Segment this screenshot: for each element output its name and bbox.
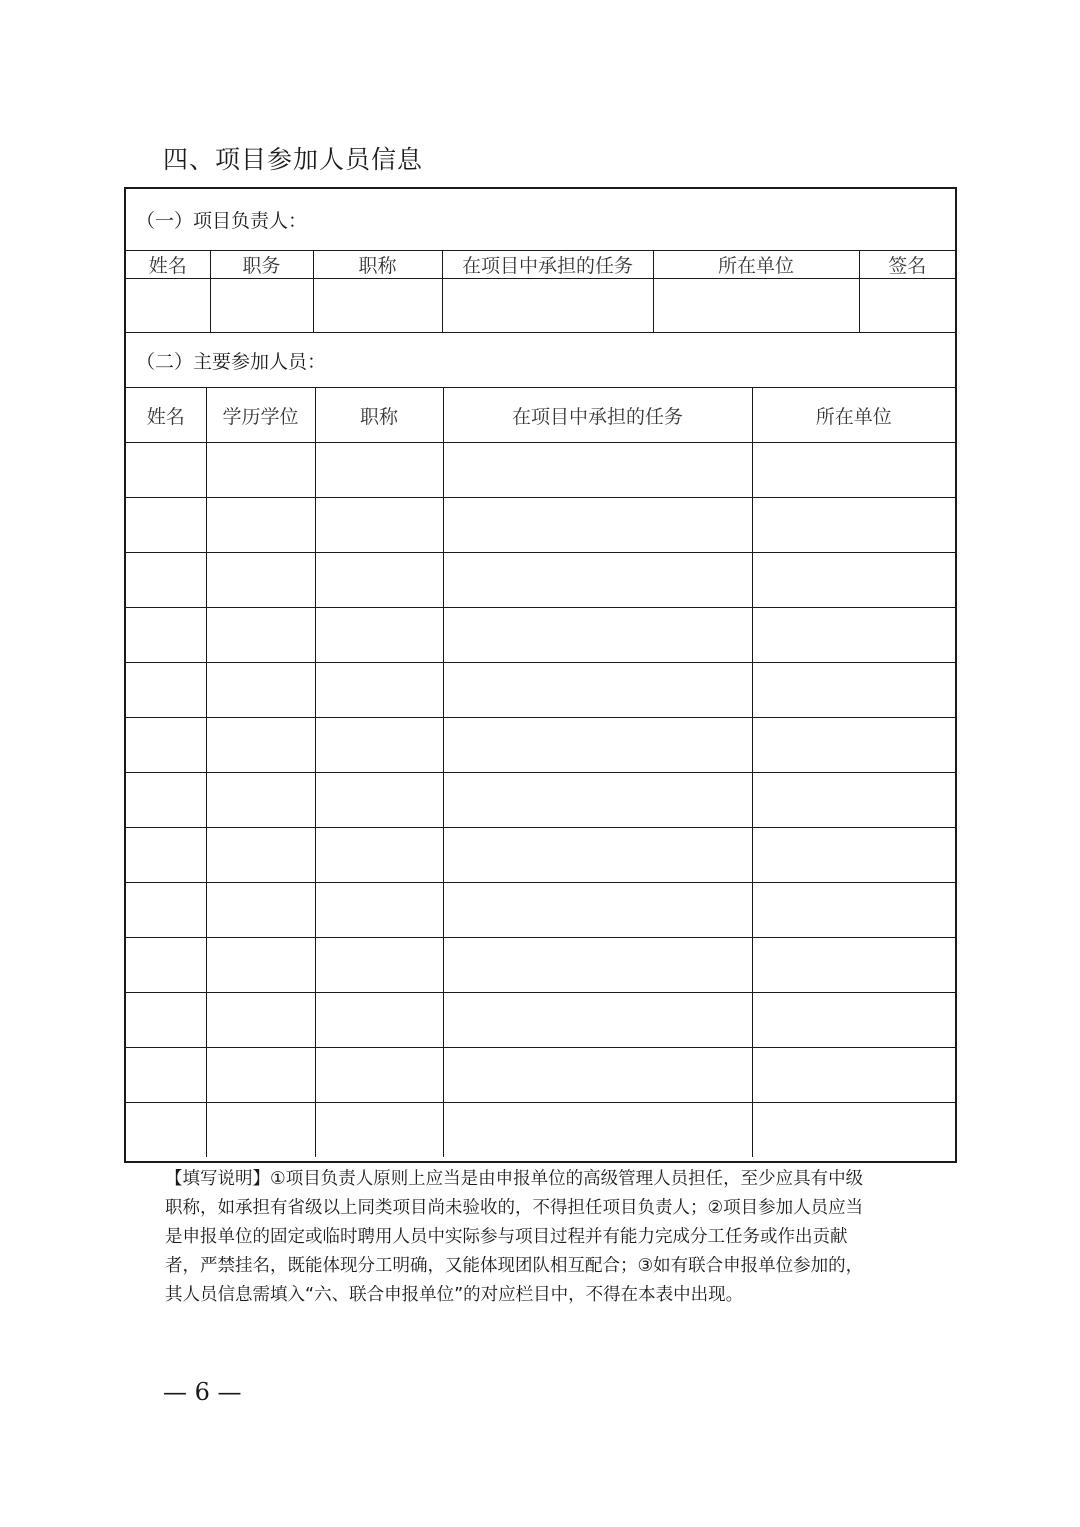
- member-name-cell[interactable]: [126, 498, 206, 553]
- member-name-cell[interactable]: [126, 608, 206, 663]
- member-unit-cell[interactable]: [752, 828, 955, 883]
- member-row: [126, 553, 955, 608]
- instruction-line: 者，严禁挂名，既能体现分工明确，又能体现团队相互配合；③如有联合申报单位参加的，: [165, 1256, 864, 1276]
- member-row: [126, 1103, 955, 1158]
- member-unit-cell[interactable]: [752, 498, 955, 553]
- member-row: [126, 443, 955, 498]
- leader-task-cell[interactable]: [442, 279, 653, 333]
- members-table: [126, 387, 955, 1157]
- members-col-name: 姓名: [126, 388, 206, 443]
- leader-col-signature: 签名: [859, 251, 955, 279]
- member-title-cell[interactable]: [315, 938, 443, 993]
- member-unit-cell[interactable]: [752, 1048, 955, 1103]
- members-col-task: 在项目中承担的任务: [443, 388, 752, 443]
- member-name-cell[interactable]: [126, 718, 206, 773]
- leader-col-task: 在项目中承担的任务: [442, 251, 653, 279]
- member-task-cell[interactable]: [443, 883, 752, 938]
- member-name-cell[interactable]: [126, 993, 206, 1048]
- member-row: [126, 498, 955, 553]
- leader-signature-cell[interactable]: [859, 279, 955, 333]
- member-unit-cell[interactable]: [752, 718, 955, 773]
- member-unit-cell[interactable]: [752, 1103, 955, 1158]
- member-task-cell[interactable]: [443, 1103, 752, 1158]
- member-title-cell[interactable]: [315, 718, 443, 773]
- leader-col-position: 职务: [210, 251, 313, 279]
- page-number: — 6 —: [163, 1378, 242, 1406]
- member-unit-cell[interactable]: [752, 608, 955, 663]
- member-task-cell[interactable]: [443, 663, 752, 718]
- member-degree-cell[interactable]: [206, 1048, 315, 1103]
- leader-col-unit: 所在单位: [653, 251, 859, 279]
- member-degree-cell[interactable]: [206, 993, 315, 1048]
- member-task-cell[interactable]: [443, 498, 752, 553]
- member-row: [126, 663, 955, 718]
- member-task-cell[interactable]: [443, 1048, 752, 1103]
- member-task-cell[interactable]: [443, 443, 752, 498]
- member-row: [126, 938, 955, 993]
- leader-name-cell[interactable]: [126, 279, 210, 333]
- member-degree-cell[interactable]: [206, 498, 315, 553]
- member-title-cell[interactable]: [315, 443, 443, 498]
- leader-unit-cell[interactable]: [653, 279, 859, 333]
- member-degree-cell[interactable]: [206, 1103, 315, 1158]
- member-task-cell[interactable]: [443, 608, 752, 663]
- leader-position-cell[interactable]: [210, 279, 313, 333]
- member-title-cell[interactable]: [315, 828, 443, 883]
- instruction-line: 是申报单位的固定或临时聘用人员中实际参与项目过程并有能力完成分工任务或作出贡献: [165, 1227, 848, 1247]
- member-degree-cell[interactable]: [206, 608, 315, 663]
- member-degree-cell[interactable]: [206, 883, 315, 938]
- member-title-cell[interactable]: [315, 773, 443, 828]
- member-row: [126, 883, 955, 938]
- member-title-cell[interactable]: [315, 663, 443, 718]
- members-header-row: [126, 388, 955, 443]
- fill-instructions: [165, 1165, 920, 1310]
- member-title-cell[interactable]: [315, 608, 443, 663]
- member-title-cell[interactable]: [315, 1048, 443, 1103]
- member-name-cell[interactable]: [126, 663, 206, 718]
- members-col-degree: 学历学位: [206, 388, 315, 443]
- leader-table: [126, 250, 955, 333]
- personnel-form: [124, 187, 957, 1163]
- members-heading: （二）主要参加人员：: [136, 350, 327, 373]
- member-task-cell[interactable]: [443, 828, 752, 883]
- member-name-cell[interactable]: [126, 553, 206, 608]
- member-title-cell[interactable]: [315, 498, 443, 553]
- member-name-cell[interactable]: [126, 938, 206, 993]
- member-task-cell[interactable]: [443, 718, 752, 773]
- member-degree-cell[interactable]: [206, 663, 315, 718]
- member-name-cell[interactable]: [126, 443, 206, 498]
- member-task-cell[interactable]: [443, 773, 752, 828]
- member-row: [126, 608, 955, 663]
- instruction-line: 【填写说明】①项目负责人原则上应当是由申报单位的高级管理人员担任，至少应具有中级: [165, 1169, 864, 1189]
- members-col-title: 职称: [315, 388, 443, 443]
- member-name-cell[interactable]: [126, 773, 206, 828]
- member-row: [126, 828, 955, 883]
- leader-header-row: [126, 251, 955, 279]
- member-unit-cell[interactable]: [752, 938, 955, 993]
- member-degree-cell[interactable]: [206, 443, 315, 498]
- member-row: [126, 993, 955, 1048]
- member-unit-cell[interactable]: [752, 553, 955, 608]
- member-unit-cell[interactable]: [752, 773, 955, 828]
- member-row: [126, 1048, 955, 1103]
- member-name-cell[interactable]: [126, 883, 206, 938]
- section-title: 四、项目参加人员信息: [163, 145, 424, 174]
- member-degree-cell[interactable]: [206, 718, 315, 773]
- member-degree-cell[interactable]: [206, 938, 315, 993]
- leader-col-title: 职称: [313, 251, 442, 279]
- member-row: [126, 718, 955, 773]
- member-unit-cell[interactable]: [752, 663, 955, 718]
- member-degree-cell[interactable]: [206, 553, 315, 608]
- member-unit-cell[interactable]: [752, 883, 955, 938]
- instruction-line: 其人员信息需填入“六、联合申报单位”的对应栏目中，不得在本表中出现。: [165, 1285, 744, 1305]
- member-unit-cell[interactable]: [752, 993, 955, 1048]
- member-task-cell[interactable]: [443, 993, 752, 1048]
- member-title-cell[interactable]: [315, 883, 443, 938]
- member-name-cell[interactable]: [126, 1048, 206, 1103]
- member-title-cell[interactable]: [315, 1103, 443, 1158]
- leader-heading: （一）项目负责人：: [136, 210, 308, 232]
- member-task-cell[interactable]: [443, 553, 752, 608]
- member-title-cell[interactable]: [315, 993, 443, 1048]
- member-degree-cell[interactable]: [206, 773, 315, 828]
- member-degree-cell[interactable]: [206, 828, 315, 883]
- member-task-cell[interactable]: [443, 938, 752, 993]
- leader-entry-row: [126, 279, 955, 333]
- member-row: [126, 773, 955, 828]
- member-name-cell[interactable]: [126, 1103, 206, 1158]
- members-body: [126, 443, 955, 1158]
- member-title-cell[interactable]: [315, 553, 443, 608]
- leader-col-name: 姓名: [126, 251, 210, 279]
- leader-title-cell[interactable]: [313, 279, 442, 333]
- member-name-cell[interactable]: [126, 828, 206, 883]
- instruction-line: 职称，如承担有省级以上同类项目尚未验收的，不得担任项目负责人；②项目参加人员应当: [165, 1198, 864, 1218]
- member-unit-cell[interactable]: [752, 443, 955, 498]
- members-col-unit: 所在单位: [752, 388, 955, 443]
